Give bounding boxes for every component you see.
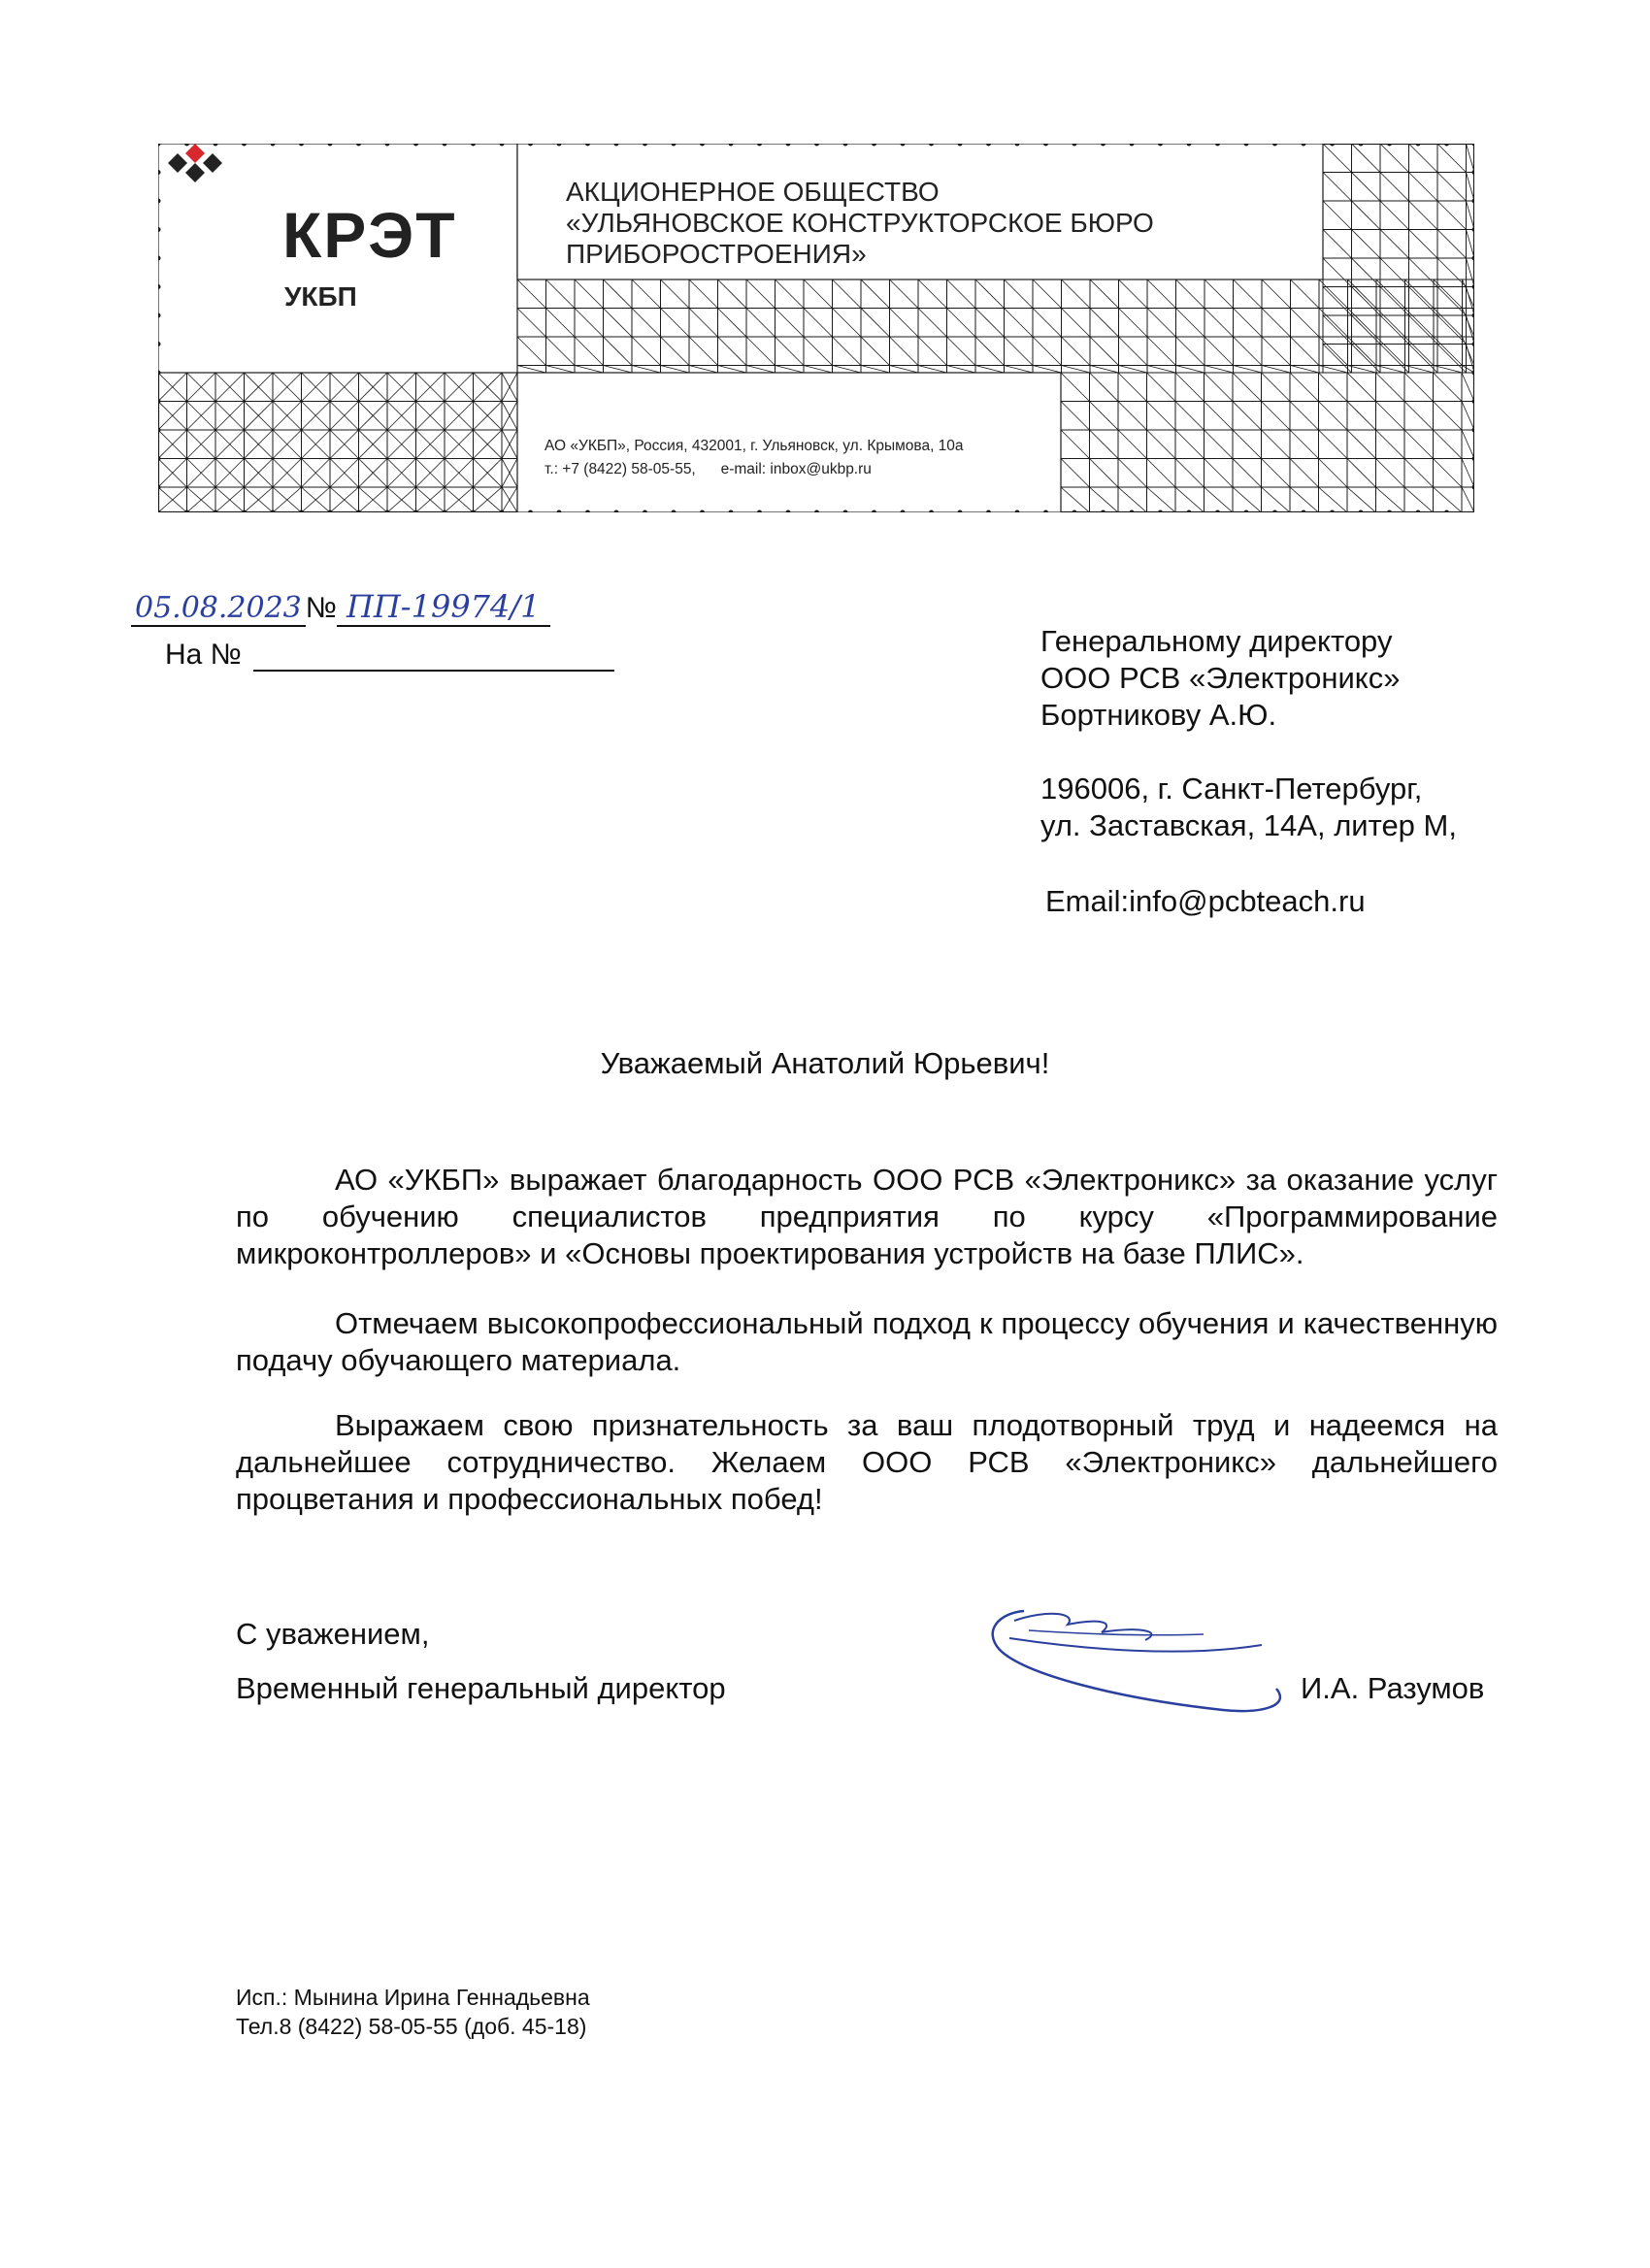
greeting: Уважаемый Анатолий Юрьевич!: [600, 1046, 1050, 1080]
address-line: 196006, г. Санкт-Петербург,: [1040, 772, 1423, 805]
body-paragraph: Отмечаем высокопрофессиональный подход к процессу обучения и качественную подачу обучающего материала.: [236, 1306, 1498, 1377]
brand-logo-text: КРЭТ: [282, 199, 457, 271]
company-line: ПРИБОРОСТРОЕНИЯ»: [566, 239, 867, 269]
company-phone: т.: +7 (8422) 58-05-55,: [544, 461, 696, 477]
company-name: [566, 177, 1154, 270]
addressee-line: ООО РСВ «Электроникс»: [1040, 661, 1401, 695]
company-contacts: [544, 435, 964, 481]
outgoing-reference: [131, 588, 550, 625]
executor-info: [236, 1983, 590, 2041]
company-line: «УЛЬЯНОВСКОЕ КОНСТРУКТОРСКОЕ БЮРО: [566, 208, 1154, 238]
company-line: АКЦИОНЕРНОЕ ОБЩЕСТВО: [566, 177, 940, 207]
kret-diamond-logo-icon: [158, 144, 236, 182]
signer-name: И.А. Разумов: [1301, 1671, 1485, 1705]
number-sign: №: [305, 592, 337, 624]
letterhead: [158, 144, 1474, 512]
handwritten-date: 05.08.2023: [131, 591, 306, 627]
body-paragraph: АО «УКБП» выражает благодарность ООО РСВ «Электроникс» за оказание услуг по обучению специалистов предприятия по курсу «Программирование микроконтроллеров» и «Основы проектирования устройств на базе ПЛИС».: [236, 1163, 1498, 1270]
body-paragraph: Выражаем свою признательность за ваш плодотворный труд и надеемся на дальнейшее сотрудничество. Желаем ООО РСВ «Электроникс» дальнейшего процветания и профессиональных побед!: [236, 1408, 1498, 1516]
executor-phone: Тел.8 (8422) 58-05-55 (доб. 45-18): [236, 2014, 587, 2039]
sub-brand: УКБП: [284, 281, 357, 312]
reply-reference: [165, 639, 614, 672]
addressee-block: [1040, 623, 1400, 734]
executor-name: Исп.: Мынина Ирина Геннадьевна: [236, 1985, 590, 2010]
company-phone-email-row: [544, 458, 964, 481]
address-line: ул. Заставская, 14А, литер М,: [1040, 808, 1457, 842]
company-address: АО «УКБП», Россия, 432001, г. Ульяновск, ул. Крымова, 10а: [544, 438, 964, 454]
addressee-email: Email:info@pcbteach.ru: [1045, 884, 1366, 918]
signer-position: Временный генеральный директор: [236, 1671, 726, 1705]
company-email: e-mail: inbox@ukbp.ru: [720, 461, 872, 477]
reply-number-blank: [253, 644, 614, 672]
handwritten-signature: [971, 1592, 1320, 1737]
addressee-line: Бортникову А.Ю.: [1040, 698, 1277, 732]
addressee-line: Генеральному директору: [1040, 624, 1393, 658]
addressee-address: [1040, 771, 1457, 844]
reply-label: На №: [165, 639, 242, 671]
handwritten-number: ПП-19974/1: [337, 588, 550, 627]
closing-regards: С уважением,: [236, 1617, 430, 1651]
